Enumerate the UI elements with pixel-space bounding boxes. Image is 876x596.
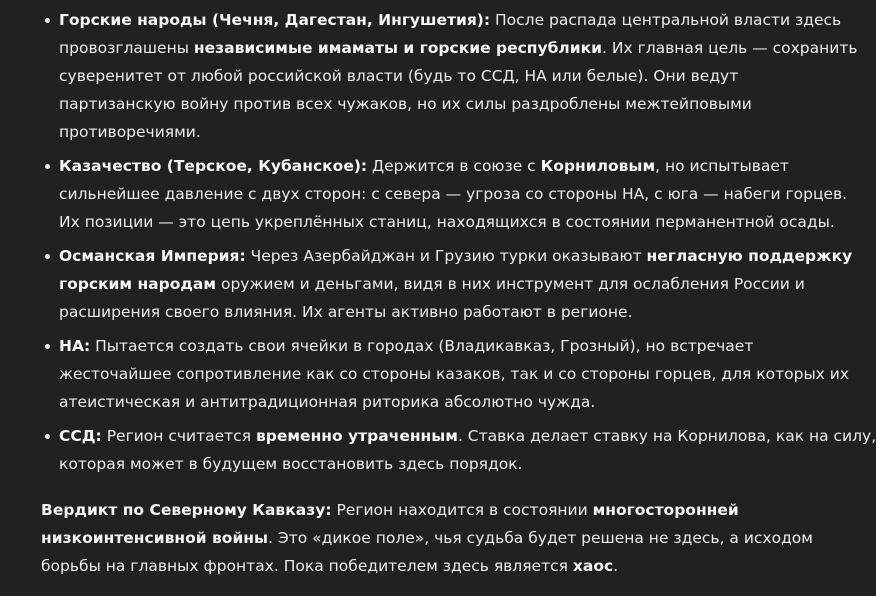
- text-run: борьбы на главных фронтах. Пока победителем здесь является: [41, 557, 573, 575]
- bold-text: хаос: [572, 557, 614, 575]
- bold-text: Османская Империя:: [59, 247, 246, 265]
- bold-text: Вердикт по Северному Кавказу:: [41, 501, 332, 519]
- text-run: партизанскую войну против всех чужаков, но их силы раздроблены межтейповыми: [59, 95, 752, 113]
- bold-text: независимые имаматы и горские республики: [193, 39, 603, 57]
- text-run: расширения своего влияния. Их агенты активно работают в регионе.: [59, 303, 633, 321]
- text-run: провозглашены: [59, 39, 194, 57]
- bold-text: негласную поддержку: [646, 247, 853, 265]
- text-line: [59, 6, 842, 34]
- text-run: . Ставка делает ставку на Корнилова, как на силу,: [457, 427, 876, 445]
- list-item-na: [0, 332, 850, 416]
- bullet-dot: [45, 344, 50, 349]
- text-line: [59, 62, 779, 90]
- text-line: [59, 90, 779, 118]
- text-run: противоречиями.: [59, 123, 201, 141]
- text-run: оружием и деньгами, видя в них инструмент для ослабления России и: [216, 275, 805, 293]
- text-run: После распада центральной власти здесь: [490, 11, 842, 29]
- text-line: [59, 118, 779, 146]
- text-line: [59, 332, 779, 360]
- bold-text: низкоинтенсивной войны: [41, 529, 269, 547]
- text-run: Их позиции — это цепь укреплённых станиц, находящихся в состоянии перманентной осады.: [59, 213, 835, 231]
- list-item-ssd: [0, 422, 876, 478]
- text-run: . Их главная цель — сохранить: [602, 39, 858, 57]
- bullet-dot: [45, 18, 50, 23]
- text-run: сильнейшее давление с двух сторон: с севера — угроза со стороны НА, с юга — набеги горцев.: [59, 185, 848, 203]
- text-run: которая может в будущем восстановить здесь порядок.: [59, 455, 523, 473]
- text-line: [59, 270, 805, 298]
- bold-text: Горские народы (Чечня, Дагестан, Ингушетия):: [59, 11, 491, 29]
- text-run: .: [613, 557, 619, 575]
- text-line: [59, 152, 789, 180]
- text-run: Регион находится в состоянии: [331, 501, 593, 519]
- text-line: [59, 360, 850, 388]
- text-line: [59, 422, 876, 450]
- text-run: Держится в союзе с: [367, 157, 541, 175]
- text-line: [59, 34, 858, 62]
- text-line: [59, 208, 835, 236]
- list-item-ottoman-empire: [0, 242, 853, 326]
- text-run: Через Азербайджан и Грузию турки оказывают: [245, 247, 647, 265]
- bold-text: многосторонней: [592, 501, 739, 519]
- bold-text: Корниловым: [540, 157, 656, 175]
- verdict-paragraph: [0, 496, 813, 580]
- bold-text: горским народам: [59, 275, 217, 293]
- text-line: [59, 298, 779, 326]
- bold-text: Казачество (Терское, Кубанское):: [59, 157, 368, 175]
- bullet-dot: [45, 164, 50, 169]
- text-run: Регион считается: [101, 427, 256, 445]
- text-line: [59, 180, 848, 208]
- text-line: [41, 552, 779, 580]
- bold-text: временно утраченным: [255, 427, 458, 445]
- text-line: [59, 388, 779, 416]
- list-item-highlanders: [0, 6, 858, 146]
- text-line: [59, 450, 779, 478]
- text-line: [41, 524, 813, 552]
- bullet-dot: [45, 254, 50, 259]
- text-run: жесточайшее сопротивление как со стороны казаков, так и со стороны горцев, для которых их: [59, 365, 850, 383]
- text-line: [59, 242, 853, 270]
- text-line: [41, 496, 779, 524]
- bold-text: НА:: [59, 337, 91, 355]
- text-run: . Это «дикое поле», чья судьба будет решена не здесь, а исходом: [268, 529, 813, 547]
- text-run: суверенитет от любой российской власти (будь то ССД, НА или белые). Они ведут: [59, 67, 739, 85]
- bold-text: ССД:: [59, 427, 102, 445]
- text-run: , но испытывает: [655, 157, 789, 175]
- text-run: Пытается создать свои ячейки в городах (Владикавказ, Грозный), но встречает: [90, 337, 754, 355]
- bullet-dot: [45, 434, 50, 439]
- text-run: атеистическая и антитрадиционная риторика абсолютно чужда.: [59, 393, 596, 411]
- list-item-cossacks: [0, 152, 848, 236]
